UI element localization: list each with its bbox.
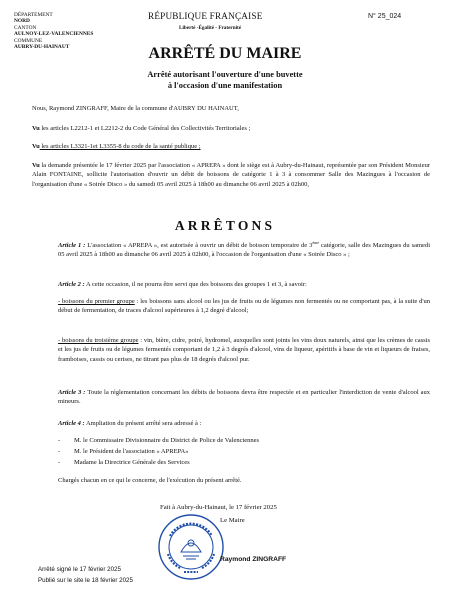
recipient-text: M. le Président de l'association « APREPA» [74,448,189,455]
article-text: catégorie, salle des Mazingues du samedi 05 avril 2025 à 18h00 au dimanche 06 avril 2025 à 02h00, à l'occasion de l'organisation d'une « Soirée Disco » ; [58,242,430,259]
page-title: ARRÊTÉ DU MAIRE [148,45,302,62]
legal-basis-1 [32,124,430,133]
article-text: Ampliation du présent arrêté sera adressé à : [84,420,202,427]
signer-role: Le Maire [220,517,245,524]
recipient-item: - M. le Président de l'association « APREPA» [58,448,189,455]
recipient-text: Madame la Directrice Générale des Services [74,459,190,466]
arretons-heading: ARRÊTONS [174,218,276,233]
article-text: A cette occasion, il ne pourra être servi que des boissons des groupes 1 et 3, à savoir: [84,281,307,288]
legal-basis-2 [32,142,430,151]
republic-heading: RÉPUBLIQUE FRANÇAISE [148,11,263,21]
header-line: AULNOY-LEZ-VALENCIENNES [14,31,94,38]
seal-graphic [156,512,226,582]
subtitle-line: à l'occasion d'une manifestation [167,80,283,90]
article-label: Article 3 : [58,389,86,396]
group-text: : vin, bière, cidre, poiré, hydromel, auxquelles sont joints les vins doux naturels, ainsi que les crèmes de cassis et les jus de fruits ou de légumes fermentés comportant de 1,2 à 3 degrés d'alcool, vins de liqueur, apéritifs à base de vin et liqueurs de fraises, framboises, cassis ou cerises, ne titrant pas plus de 18 degrés d'alcool pur. [58,337,430,363]
group-text: : les boissons sans alcool ou les jus de fruits ou de légumes non fermentés ou ne comportant pas, à la suite d'un début de fermentation, de traces d'alcool supérieures à 1,2 degré d'alcool; [58,298,430,315]
header-line: CANTON [14,24,37,31]
header-line: NORD [14,18,30,25]
group-lead: - boissons du premier groupe [58,298,135,305]
republic-motto: Liberté -Égalité - Fraternité [179,25,242,31]
vu-lead: Vu [32,143,40,150]
article-text: L'association « APREPA », est autorisée à ouvrir un débit de boisson temporaire de 3 [85,242,313,250]
article-1 [58,238,430,260]
recipient-text: M. le Commissaire Divisionnaire du District de Police de Valenciennes [74,437,260,444]
article-text: Toute la réglementation concernant les débits de boissons devra être respectée et en particulier l'interdiction de vente d'alcool aux mineurs. [58,389,431,406]
header-line: COMMUNE [14,37,43,44]
closing-paragraph: Chargés chacun en ce qui le concerne, de l'exécution du présent arrêté. [58,477,242,484]
decree-subtitle [0,70,450,91]
beverage-group-3 [58,336,430,364]
header-line: AUBRY-DU-HAINAUT [14,44,70,51]
article-label: Article 2 : [58,281,85,288]
article-4 [58,419,430,428]
recipient-item: - M. le Commissaire Divisionnaire du District de Police de Valenciennes [58,437,260,444]
group-lead: - boissons du troisième groupe [58,337,139,344]
vu-lead: Vu [32,162,40,169]
footer-published-date: Publié sur le site le 18 février 2025 [38,577,133,584]
subtitle-line: Arrêté autorisant l'ouverture d'une buvette [147,70,303,79]
vu-text: les articles L3321-1et L3355-8 du code de la santé publique ; [39,143,201,150]
article-label: Article 1 : [58,242,86,250]
vu-text: la demande présentée le 17 février 2025 par l'association « APREPA » dont le siège est à Aubry-du-Hainaut, représentée par son Président Monsieur Alain FONTAINE, sollicite l'autorisation d'ouvrir un débit de boissons de catégorie 1 à 3 à consommer Salle des Mazingues à l'occasion de l'organisation d'une « Soirée Disco » du samedi 05 avril 2025 à 18h00 au dimanche 06 avril 2025 à 02h00, [32,162,430,188]
footer-signed-date: Arrêté signé le 17 février 2025 [38,566,121,573]
legal-basis-3 [32,161,430,189]
beverage-group-1 [58,297,430,316]
signature-place-date: Fait à Aubry-du-Hainaut, le 17 février 2025 [160,504,277,511]
superscript: ème [312,240,320,245]
article-3 [58,388,430,407]
recipient-item: - Madame la Directrice Générale des Services [58,459,190,466]
header-line: DÉPARTEMENT [14,12,53,18]
article-2 [58,280,430,289]
vu-text: les articles L2212-1 et L2212-2 du Code Général des Collectivités Territoriales ; [39,125,251,132]
mairie-seal [156,512,226,582]
article-label: Article 4 : [58,420,85,427]
decree-number: N° 25_024 [368,13,402,20]
signer-name: Raymond ZINGRAFF [220,556,287,563]
vu-lead: Vu [32,125,40,132]
intro-paragraph: Nous, Raymond ZINGRAFF, Maire de la commune d'AUBRY DU HAINAUT, [32,105,239,112]
